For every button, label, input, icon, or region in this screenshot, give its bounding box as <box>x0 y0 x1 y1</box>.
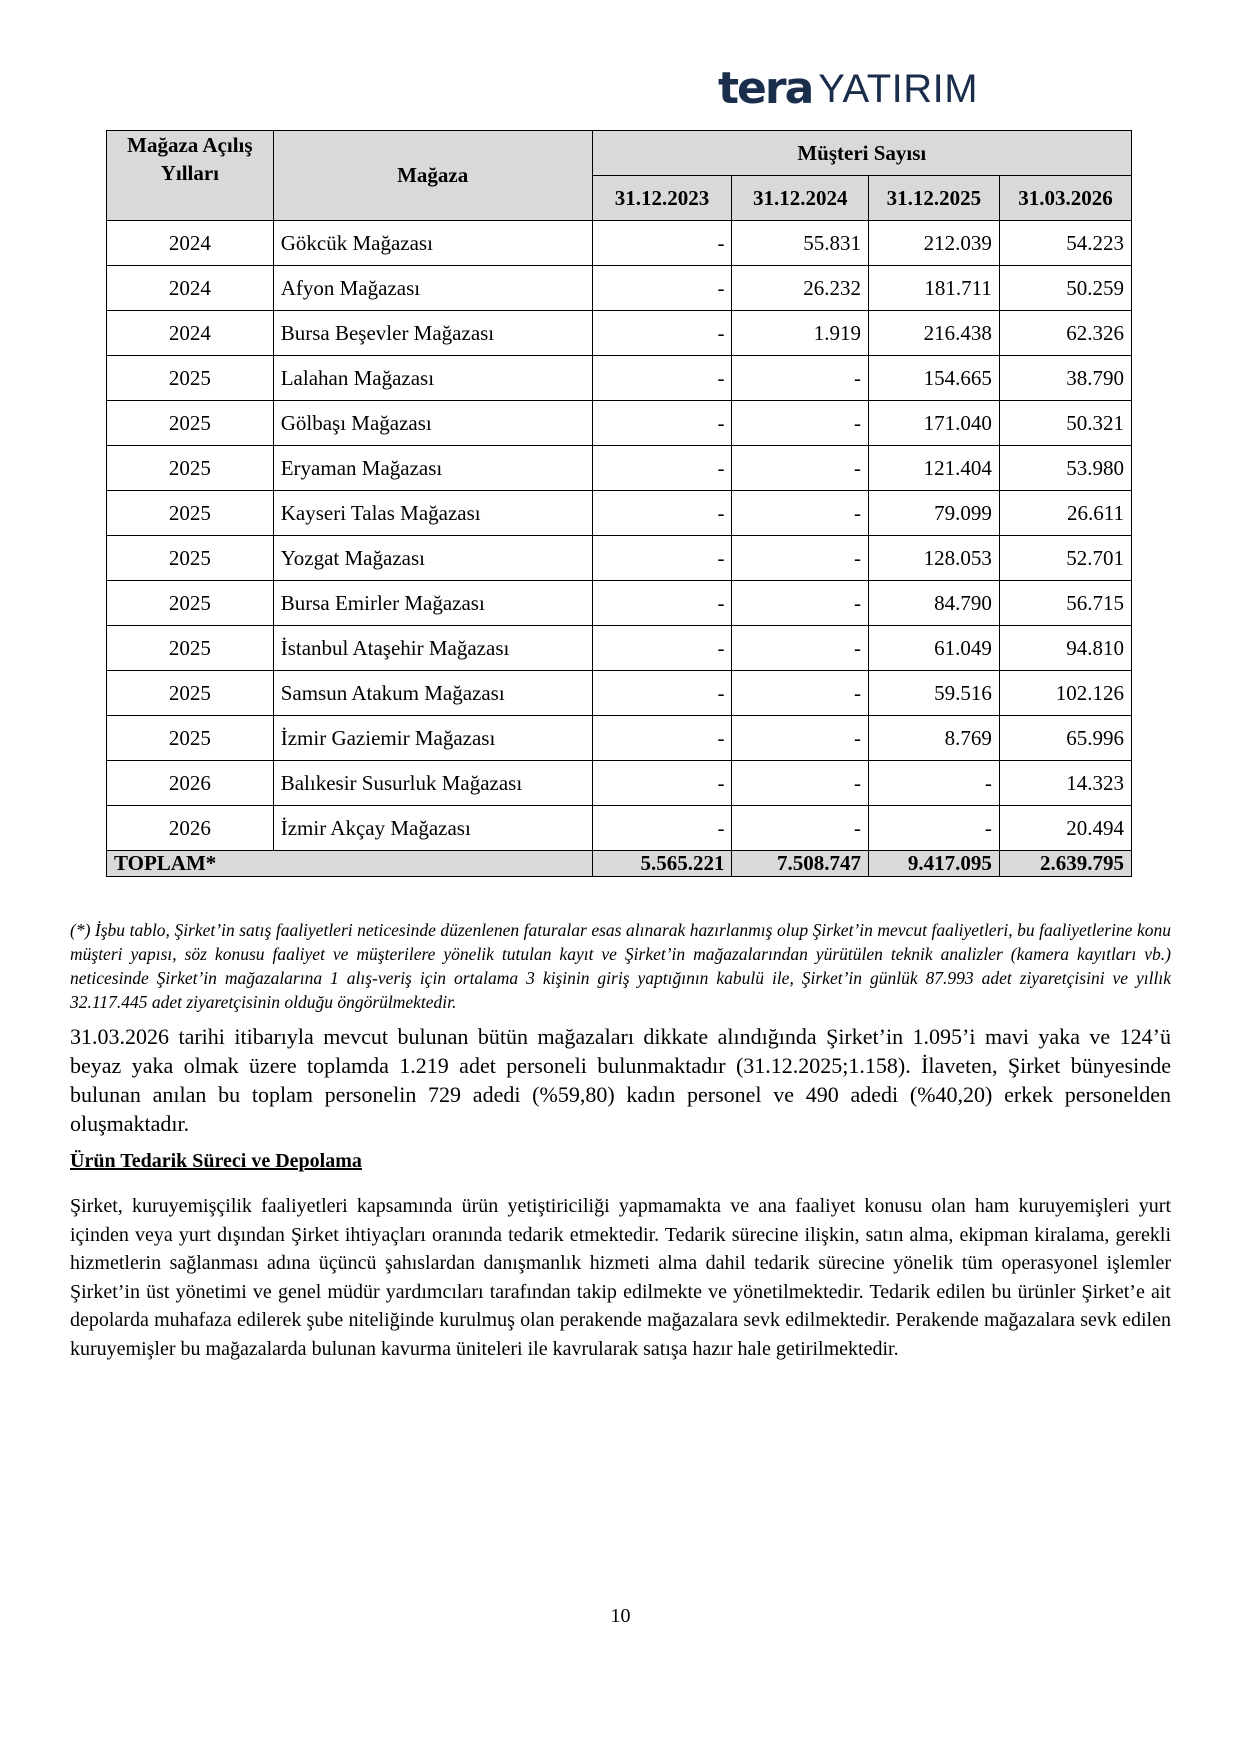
row-value-2023: - <box>592 671 732 716</box>
row-value-2024: - <box>732 491 869 536</box>
row-value-2026: 20.494 <box>999 806 1131 851</box>
row-value-2026: 26.611 <box>999 491 1131 536</box>
table-row <box>107 626 1132 671</box>
table-row <box>107 716 1132 761</box>
total-value-2025: 9.417.095 <box>868 851 999 877</box>
row-value-2024: - <box>732 716 869 761</box>
row-store-name: Kayseri Talas Mağazası <box>273 491 592 536</box>
customer-count-table <box>106 130 1132 877</box>
row-opening-year: 2025 <box>107 446 274 491</box>
row-value-2025: - <box>868 761 999 806</box>
row-value-2026: 52.701 <box>999 536 1131 581</box>
row-value-2023: - <box>592 581 732 626</box>
tera-yatirim-logo <box>718 63 979 114</box>
header-date-4: 31.03.2026 <box>999 176 1131 221</box>
row-value-2023: - <box>592 266 732 311</box>
table-row <box>107 311 1132 356</box>
row-value-2023: - <box>592 491 732 536</box>
header-customer-count: Müşteri Sayısı <box>592 131 1131 176</box>
row-opening-year: 2024 <box>107 311 274 356</box>
row-value-2025: 154.665 <box>868 356 999 401</box>
logo-yatirim-text: YATIRIM <box>818 67 979 111</box>
row-value-2025: - <box>868 806 999 851</box>
section-heading: Ürün Tedarik Süreci ve Depolama <box>70 1150 362 1172</box>
row-value-2025: 59.516 <box>868 671 999 716</box>
row-store-name: Gölbaşı Mağazası <box>273 401 592 446</box>
table-row <box>107 221 1132 266</box>
total-value-2023: 5.565.221 <box>592 851 732 877</box>
row-store-name: Bursa Emirler Mağazası <box>273 581 592 626</box>
row-value-2024: - <box>732 536 869 581</box>
row-value-2024: 26.232 <box>732 266 869 311</box>
row-store-name: Lalahan Mağazası <box>273 356 592 401</box>
row-store-name: Gökcük Mağazası <box>273 221 592 266</box>
row-value-2023: - <box>592 761 732 806</box>
row-opening-year: 2025 <box>107 716 274 761</box>
header-date-3: 31.12.2025 <box>868 176 999 221</box>
row-store-name: Yozgat Mağazası <box>273 536 592 581</box>
row-opening-year: 2026 <box>107 806 274 851</box>
row-value-2023: - <box>592 536 732 581</box>
row-store-name: Balıkesir Susurluk Mağazası <box>273 761 592 806</box>
row-value-2024: - <box>732 761 869 806</box>
row-value-2026: 14.323 <box>999 761 1131 806</box>
row-value-2026: 50.321 <box>999 401 1131 446</box>
logo-tera-text: tera <box>718 63 813 114</box>
row-store-name: İzmir Gaziemir Mağazası <box>273 716 592 761</box>
row-value-2024: - <box>732 806 869 851</box>
row-value-2025: 121.404 <box>868 446 999 491</box>
row-value-2026: 65.996 <box>999 716 1131 761</box>
row-store-name: Bursa Beşevler Mağazası <box>273 311 592 356</box>
row-opening-year: 2026 <box>107 761 274 806</box>
row-opening-year: 2025 <box>107 356 274 401</box>
row-opening-year: 2025 <box>107 626 274 671</box>
row-opening-year: 2025 <box>107 536 274 581</box>
row-value-2024: - <box>732 356 869 401</box>
header-store: Mağaza <box>273 131 592 221</box>
row-value-2023: - <box>592 311 732 356</box>
total-row <box>107 851 1132 877</box>
personnel-paragraph: 31.03.2026 tarihi itibarıyla mevcut bulunan bütün mağazaları dikkate alındığında Şirket’in 1.095’i mavi yaka ve 124’ü beyaz yaka olmak üzere toplamda 1.219 adet personeli bulunmaktadır (31.12.2025;1.158). İlaveten, Şirket bünyesinde bulunan anılan bu toplam personelin 729 adedi (%59,80) kadın personel ve 490 adedi (%40,20) erkek personelden oluşmaktadır. <box>70 1024 1171 1136</box>
row-value-2026: 53.980 <box>999 446 1131 491</box>
table-row <box>107 761 1132 806</box>
total-value-2024: 7.508.747 <box>732 851 869 877</box>
page-number: 10 <box>610 1605 631 1627</box>
row-value-2025: 171.040 <box>868 401 999 446</box>
row-value-2026: 62.326 <box>999 311 1131 356</box>
row-value-2023: - <box>592 716 732 761</box>
row-value-2025: 128.053 <box>868 536 999 581</box>
row-value-2024: 1.919 <box>732 311 869 356</box>
row-value-2025: 216.438 <box>868 311 999 356</box>
row-value-2023: - <box>592 446 732 491</box>
row-value-2023: - <box>592 401 732 446</box>
row-value-2026: 102.126 <box>999 671 1131 716</box>
supply-paragraph: Şirket, kuruyemişçilik faaliyetleri kapsamında ürün yetiştiriciliği yapmamakta ve ana faaliyet konusu olan ham kuruyemişleri yurt içinden veya yurt dışından Şirket ihtiyaçları oranında tedarik etmektedir. Tedarik sürecine ilişkin, satın alma, ekipman kiralama, gerekli hizmetlerin sağlanması adına üçüncü şahıslardan danışmanlık hizmeti alma dahil tedarik sürecine yönelik tüm operasyonel işlemler Şirket’in üst yönetimi ve genel müdür yardımcıları tarafından takip edilmekte ve yönetilmektedir. Tedarik edilen bu ürünler Şirket’e ait depolarda muhafaza edilerek şube niteliğinde kurulmuş olan perakende mağazalara sevk edilmektedir. Perakende mağazalara sevk edilen kuruyemişler bu mağazalarda bulunan kavurma üniteleri ile kavrularak satışa hazır hale getirilmektedir. <box>70 1195 1171 1360</box>
table-row <box>107 401 1132 446</box>
row-value-2025: 79.099 <box>868 491 999 536</box>
row-value-2025: 212.039 <box>868 221 999 266</box>
table-row <box>107 581 1132 626</box>
table-footnote: (*) İşbu tablo, Şirket’in satış faaliyetleri neticesinde düzenlenen faturalar esas alınarak hazırlanmış olup Şirket’in mevcut faaliyetleri, bu faaliyetlerine konu müşteri yapısı, söz konusu faaliyet ve müşterilere yönelik tutulan kayıt ve Şirket’in mağazalarından yürütülen teknik analizler (kamera kayıtları vb.) neticesinde Şirket’in mağazalarına 1 alış-veriş için ortalama 3 kişinin giriş yaptığının kabulü ile, Şirket’in günlük 87.993 adet ziyaretçisini ve yıllık 32.117.445 adet ziyaretçisinin olduğu öngörülmektedir. <box>70 920 1171 1012</box>
row-value-2025: 181.711 <box>868 266 999 311</box>
total-value-2026: 2.639.795 <box>999 851 1131 877</box>
row-store-name: İzmir Akçay Mağazası <box>273 806 592 851</box>
table-row <box>107 356 1132 401</box>
row-value-2026: 94.810 <box>999 626 1131 671</box>
row-opening-year: 2025 <box>107 401 274 446</box>
row-value-2026: 54.223 <box>999 221 1131 266</box>
row-opening-year: 2025 <box>107 581 274 626</box>
row-value-2024: - <box>732 626 869 671</box>
row-value-2023: - <box>592 356 732 401</box>
table-row <box>107 446 1132 491</box>
header-date-1: 31.12.2023 <box>592 176 732 221</box>
header-opening-years: Mağaza Açılış Yılları <box>107 131 274 221</box>
row-value-2026: 50.259 <box>999 266 1131 311</box>
row-store-name: Afyon Mağazası <box>273 266 592 311</box>
row-value-2025: 84.790 <box>868 581 999 626</box>
table-row <box>107 266 1132 311</box>
row-value-2026: 56.715 <box>999 581 1131 626</box>
header-date-2: 31.12.2024 <box>732 176 869 221</box>
row-opening-year: 2025 <box>107 671 274 716</box>
row-store-name: İstanbul Ataşehir Mağazası <box>273 626 592 671</box>
row-opening-year: 2024 <box>107 266 274 311</box>
row-value-2024: - <box>732 581 869 626</box>
table-row <box>107 491 1132 536</box>
row-value-2023: - <box>592 221 732 266</box>
row-value-2024: 55.831 <box>732 221 869 266</box>
row-value-2024: - <box>732 401 869 446</box>
row-value-2025: 8.769 <box>868 716 999 761</box>
row-store-name: Eryaman Mağazası <box>273 446 592 491</box>
row-value-2025: 61.049 <box>868 626 999 671</box>
table-row <box>107 671 1132 716</box>
row-value-2023: - <box>592 806 732 851</box>
row-store-name: Samsun Atakum Mağazası <box>273 671 592 716</box>
table-row <box>107 536 1132 581</box>
total-label: TOPLAM* <box>107 851 593 877</box>
row-value-2026: 38.790 <box>999 356 1131 401</box>
row-opening-year: 2024 <box>107 221 274 266</box>
row-opening-year: 2025 <box>107 491 274 536</box>
table-row <box>107 806 1132 851</box>
row-value-2024: - <box>732 446 869 491</box>
table-body <box>107 221 1132 851</box>
row-value-2024: - <box>732 671 869 716</box>
row-value-2023: - <box>592 626 732 671</box>
